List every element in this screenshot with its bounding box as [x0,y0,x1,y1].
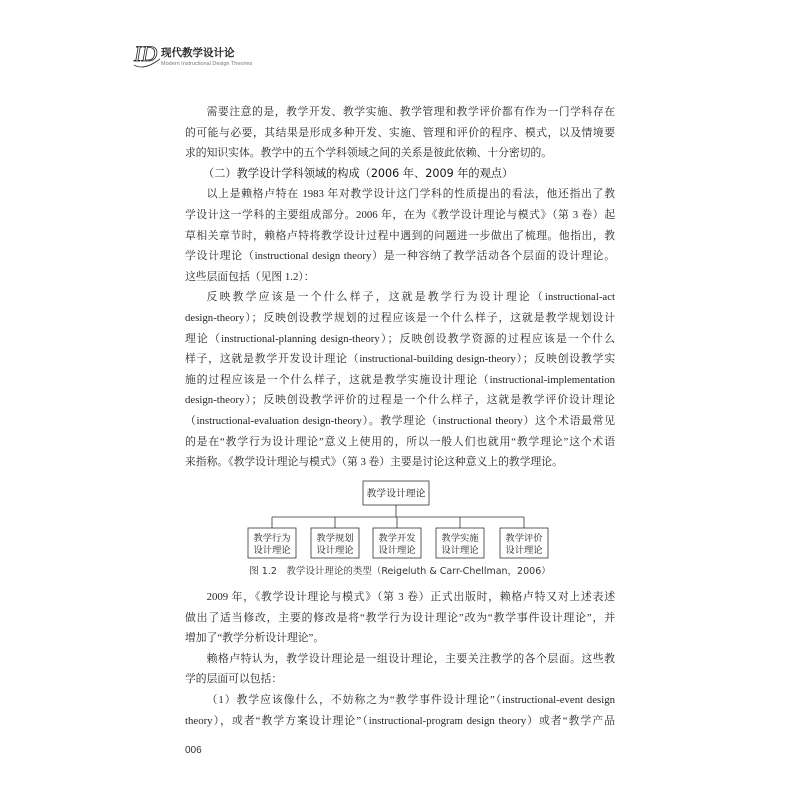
paragraph-line: 以上是赖格卢特在 1983 年对教学设计这门学科的性质提出的看法，他还指出了教 [206,188,615,201]
figure-box-label: 教学行为 [253,533,291,544]
paragraph-line: design-theory）；反映创设教学评价的过程是一个什么样子，这就是教学评价设计理论 [185,394,615,407]
figure-box-label: 设计理论 [441,545,479,556]
id-logo [132,38,164,70]
lower-text-block [185,587,615,731]
figure-caption: 图 1.2 教学设计理论的类型（Reigeluth & Carr-Chellman，2006） [249,566,551,577]
paragraph-line: 学的层面可以包括： [185,673,283,686]
figure-box-label: 教学规划 [316,533,354,544]
figure-box-label: 设计理论 [378,545,416,556]
paragraph-line: （1）教学应该像什么，不妨称之为“教学事件设计理论”（instructional-event design [206,693,615,706]
paragraph-line: 施的过程应该是一个什么样子，这就是教学实施设计理论（instructional-implementation [185,373,615,386]
paragraph-line: 学设计这一学科的主要组成部分。2006 年，在为《教学设计理论与模式》（第 3 卷）起 [185,208,615,221]
figure-box-label: 教学评价 [505,533,543,544]
paragraph-line: theory），或者“教学方案设计理论”（instructional-program design theory）或者“教学产品 [185,714,615,727]
paragraph-line: 这些层面包括（见图 1.2）： [185,270,315,283]
paragraph-line: 赖格卢特认为，教学设计理论是一组设计理论，主要关注教学的各个层面。这些教 [206,652,615,665]
section-heading: （二）教学设计学科领域的构成（2006 年、2009 年的观点） [203,166,514,180]
paragraph-line: （instructional-evaluation design-theory）。教学理论（instructional theory）这个术语最常见 [185,414,615,427]
figure-top-label: 教学设计理论 [366,488,426,500]
figure-box-label: 教学实施 [441,533,479,544]
paragraph-line: 反映教学应该是一个什么样子，这就是教学行为设计理论（instructional-act [206,291,615,304]
book-title: 现代教学设计论 [161,47,235,59]
figure-box-label: 设计理论 [253,545,291,556]
page-number: 006 [185,745,202,756]
paragraph-line: 草相关章节时，赖格卢特将教学设计过程中遇到的问题进一步做出了梳理。他指出，教 [185,229,615,242]
paragraph-line: design-theory）；反映创设教学规划的过程应该是一个什么样子，这就是教学规划设计 [185,311,615,324]
paragraph-line: 来指称。《教学设计理论与模式》（第 3 卷）主要是讨论这种意义上的教学理论。 [185,456,563,469]
upper-text-block [185,102,615,473]
paragraph-line: 的是在“教学行为设计理论”意义上使用的，所以一般人们也就用“教学理论”这个术语 [185,435,615,448]
paragraph-line: 的可能与必要，其结果是形成多种开发、实施、管理和评价的程序、模式，以及情境要 [185,126,615,139]
paragraph-line: 需要注意的是，教学开发、教学实施、教学管理和教学评价都有作为一门学科存在 [206,106,615,118]
paragraph-line: 2009 年，《教学设计理论与模式》（第 3 卷）正式出版时，赖格卢特又对上述表述 [206,591,615,603]
logo-mark: ID [134,41,158,66]
figure-1-2-diagram [240,476,560,562]
figure-box-label: 设计理论 [316,545,354,556]
paragraph-line: 求的知识实体。教学中的五个学科领域之间的关系是彼此依赖、十分密切的。 [185,147,553,160]
figure-box-label: 教学开发 [378,533,416,544]
paragraph-line: 理论（instructional-planning design-theory）；反映创设教学资源的过程应该是一个什么 [185,332,615,345]
paragraph-line: 样子，这就是教学开发设计理论（instructional-building design-theory）；反映创设教学实 [185,353,615,366]
paragraph-line: 学设计理论（instructional design theory）是一种容纳了教学活动各个层面的设计理论。 [185,250,615,263]
book-subtitle: Modern Instructional Design Theories [161,61,253,67]
figure-box-label: 设计理论 [505,545,543,556]
paragraph-line: 增加了“教学分析设计理论”。 [185,632,325,645]
paragraph-line: 做出了适当修改，主要的修改是将“教学行为设计理论”改为“教学事件设计理论”，并 [185,611,615,624]
